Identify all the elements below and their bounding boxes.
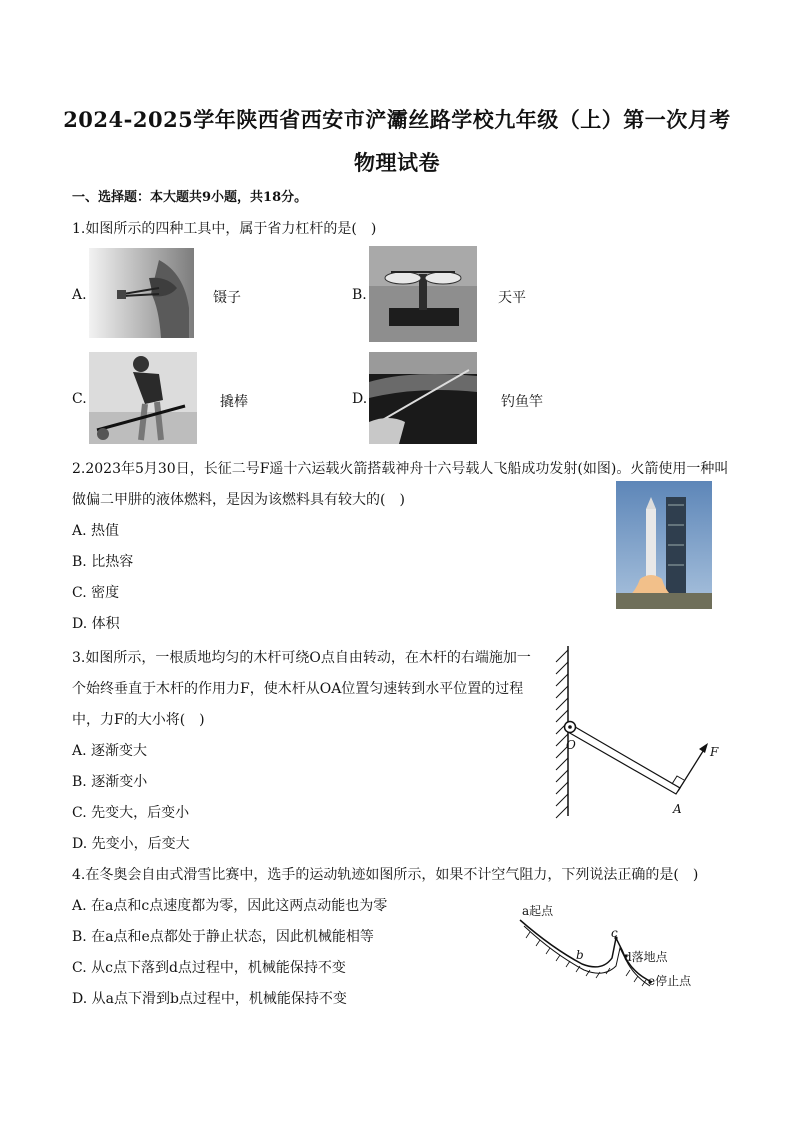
point-label-a: a起点 — [522, 904, 554, 918]
q4-option-b: B. 在a点和e点都处于静止状态，因此机械能相等 — [72, 929, 374, 945]
q1-option-d-letter: D. — [352, 391, 368, 407]
q2-option-a: A. 热值 — [72, 523, 120, 539]
q2-option-d: D. 体积 — [72, 616, 120, 632]
page-subtitle: 物理试卷 — [354, 150, 440, 175]
fishing-rod-photo — [369, 352, 477, 444]
q3-option-b: B. 逐渐变小 — [72, 774, 148, 790]
q3-option-d: D. 先变小，后变大 — [72, 836, 190, 852]
ski-track-diagram — [512, 898, 712, 994]
q4-option-d: D. 从a点下滑到b点过程中，机械能保持不变 — [72, 991, 347, 1007]
q2-option-c: C. 密度 — [72, 585, 120, 601]
q1-option-a-label: 镊子 — [213, 290, 241, 306]
q3-stem-line3: 中，力F的大小将( ) — [72, 712, 205, 728]
q1-option-c-label: 撬棒 — [220, 394, 248, 410]
q1-option-c-letter: C. — [72, 391, 87, 407]
pivot-label-o: O — [566, 738, 576, 752]
q2-option-b: B. 比热容 — [72, 554, 134, 570]
q1-stem: 1.如图所示的四种工具中，属于省力杠杆的是( ) — [72, 221, 377, 237]
q3-option-c: C. 先变大，后变小 — [72, 805, 190, 821]
q4-stem: 4.在冬奥会自由式滑雪比赛中，选手的运动轨迹如图所示，如果不计空气阻力，下列说法正确的是( ) — [72, 867, 699, 883]
point-label-c: c — [611, 926, 618, 940]
q1-option-b-label: 天平 — [498, 290, 526, 306]
section-heading: 一、选择题：本大题共9小题，共18分。 — [72, 190, 308, 205]
page-title: 2024-2025学年陕西省西安市浐灞丝路学校九年级（上）第一次月考 — [63, 107, 731, 132]
rocket-launch-photo — [616, 481, 712, 609]
point-label-e: e停止点 — [648, 974, 692, 988]
q1-option-b-letter: B. — [352, 287, 367, 303]
q2-stem-line1: 2.2023年5月30日，长征二号F遥十六运载火箭搭载神舟十六号载人飞船成功发射(如图)。火箭使用一种叫 — [72, 461, 729, 477]
point-label-b: b — [576, 948, 584, 962]
lever-diagram — [548, 642, 728, 820]
q1-option-d-label: 钓鱼竿 — [501, 394, 543, 410]
force-label-f: F — [710, 745, 719, 759]
q4-option-c: C. 从c点下落到d点过程中，机械能保持不变 — [72, 960, 346, 976]
tweezers-photo — [89, 248, 194, 338]
q4-option-a: A. 在a点和c点速度都为零，因此这两点动能也为零 — [72, 898, 388, 914]
q3-stem-line2: 个始终垂直于木杆的作用力F，使木杆从OA位置匀速转到水平位置的过程 — [72, 681, 524, 697]
q1-option-a-letter: A. — [72, 287, 87, 303]
end-label-a: A — [673, 802, 682, 816]
point-label-d: d落地点 — [624, 950, 668, 964]
crowbar-photo — [89, 352, 197, 444]
q2-stem-line2: 做偏二甲肼的液体燃料，是因为该燃料具有较大的( ) — [72, 492, 405, 508]
q3-stem-line1: 3.如图所示，一根质地均匀的木杆可绕O点自由转动，在木杆的右端施加一 — [72, 650, 531, 666]
balance-photo — [369, 246, 477, 342]
q3-option-a: A. 逐渐变大 — [72, 743, 148, 759]
